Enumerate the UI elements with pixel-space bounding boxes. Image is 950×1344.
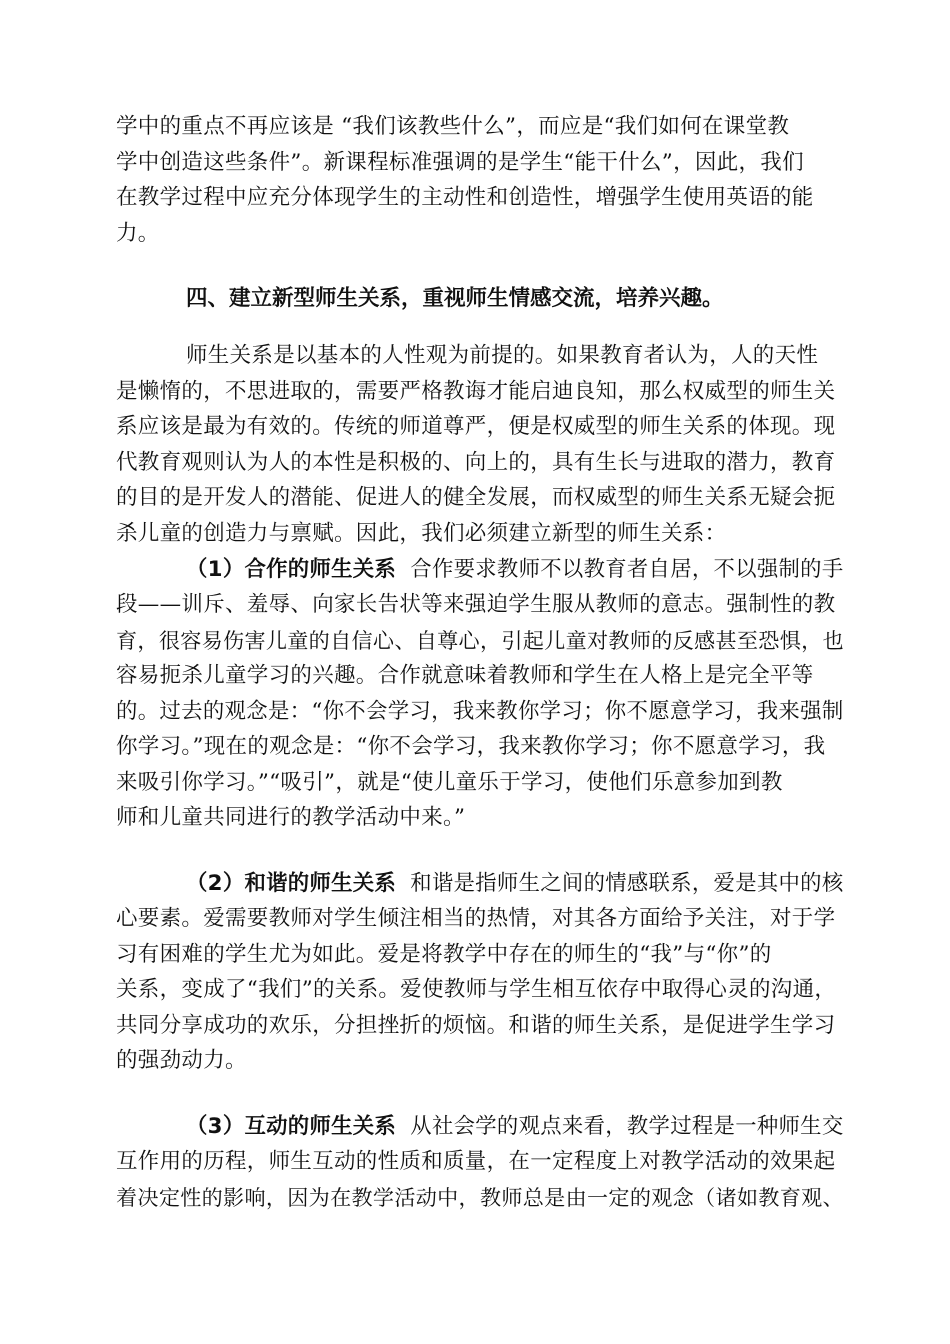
- text-line: 学中的重点不再应该是 “我们该教些什么”，而应是“我们如何在课堂教: [116, 114, 790, 139]
- text-line: 和谐是指师生之间的情感联系，爱是其中的核: [410, 871, 844, 896]
- text-line: 的强劲动力。: [116, 1048, 247, 1073]
- text-line: 系应该是最为有效的。传统的师道尊严，便是权威型的师生关系的体现。现: [116, 414, 836, 439]
- text-line: 着决定性的影响，因为在教学活动中，教师总是由一定的观念（诸如教育观、: [116, 1185, 844, 1210]
- text-line: 从社会学的观点来看，教学过程是一种师生交: [410, 1114, 844, 1139]
- text-line: 师和儿童共同进行的教学活动中来。”: [116, 805, 466, 830]
- text-line: 心要素。爱需要教师对学生倾注相当的热情，对其各方面给予关注，对于学: [116, 906, 836, 931]
- text-line: 师生关系是以基本的人性观为前提的。如果教育者认为，人的天性: [186, 343, 819, 368]
- text-line: 合作要求教师不以教育者自居，不以强制的手: [410, 557, 844, 582]
- item1-first-line: [186, 553, 844, 587]
- text-line: 关系，变成了“我们”的关系。爱使教师与学生相互依存中取得心灵的沟通，: [116, 977, 837, 1002]
- text-line: 互作用的历程，师生互动的性质和质量，在一定程度上对教学活动的效果起: [116, 1149, 836, 1174]
- text-line: 杀儿童的创造力与禀赋。因此，我们必须建立新型的师生关系：: [116, 521, 727, 546]
- item3-first-line: [186, 1110, 844, 1144]
- item2-title: （2）和谐的师生关系: [186, 871, 397, 896]
- text-line: 力。: [116, 221, 160, 246]
- section-heading: 四、建立新型师生关系，重视师生情感交流，培养兴趣。: [186, 286, 724, 311]
- item1-title: （1）合作的师生关系: [186, 557, 397, 582]
- text-line: 来吸引你学习。”“吸引”，就是“使儿童乐于学习，使他们乐意参加到教: [116, 770, 783, 795]
- text-line: 育，很容易伤害儿童的自信心、自尊心，引起儿童对教师的反感甚至恐惧，也: [116, 628, 844, 653]
- text-line: 容易扼杀儿童学习的兴趣。合作就意味着教师和学生在人格上是完全平等: [116, 663, 814, 688]
- text-line: 你学习。”现在的观念是：“你不会学习，我来教你学习；你不愿意学习，我: [116, 734, 826, 759]
- text-line: 学中创造这些条件”。新课程标准强调的是学生“能干什么”，因此，我们: [116, 150, 804, 175]
- item3-title: （3）互动的师生关系: [186, 1114, 397, 1139]
- item2-first-line: [186, 867, 844, 901]
- text-line: 是懒惰的，不思进取的，需要严格教诲才能启迪良知，那么权威型的师生关: [116, 379, 836, 404]
- text-line: 在教学过程中应充分体现学生的主动性和创造性，增强学生使用英语的能: [116, 185, 814, 210]
- text-line: 共同分享成功的欢乐，分担挫折的烦恼。和谐的师生关系，是促进学生学习: [116, 1013, 836, 1038]
- text-line: 的。过去的观念是：“你不会学习，我来教你学习；你不愿意学习，我来强制: [116, 699, 844, 724]
- text-line: 代教育观则认为人的本性是积极的、向上的，具有生长与进取的潜力，教育: [116, 450, 836, 475]
- text-line: 段——训斥、羞辱、向家长告状等来强迫学生服从教师的意志。强制性的教: [116, 592, 836, 617]
- text-line: 习有困难的学生尤为如此。爱是将教学中存在的师生的“我”与“你”的: [116, 942, 772, 967]
- text-line: 的目的是开发人的潜能、促进人的健全发展，而权威型的师生关系无疑会扼: [116, 485, 836, 510]
